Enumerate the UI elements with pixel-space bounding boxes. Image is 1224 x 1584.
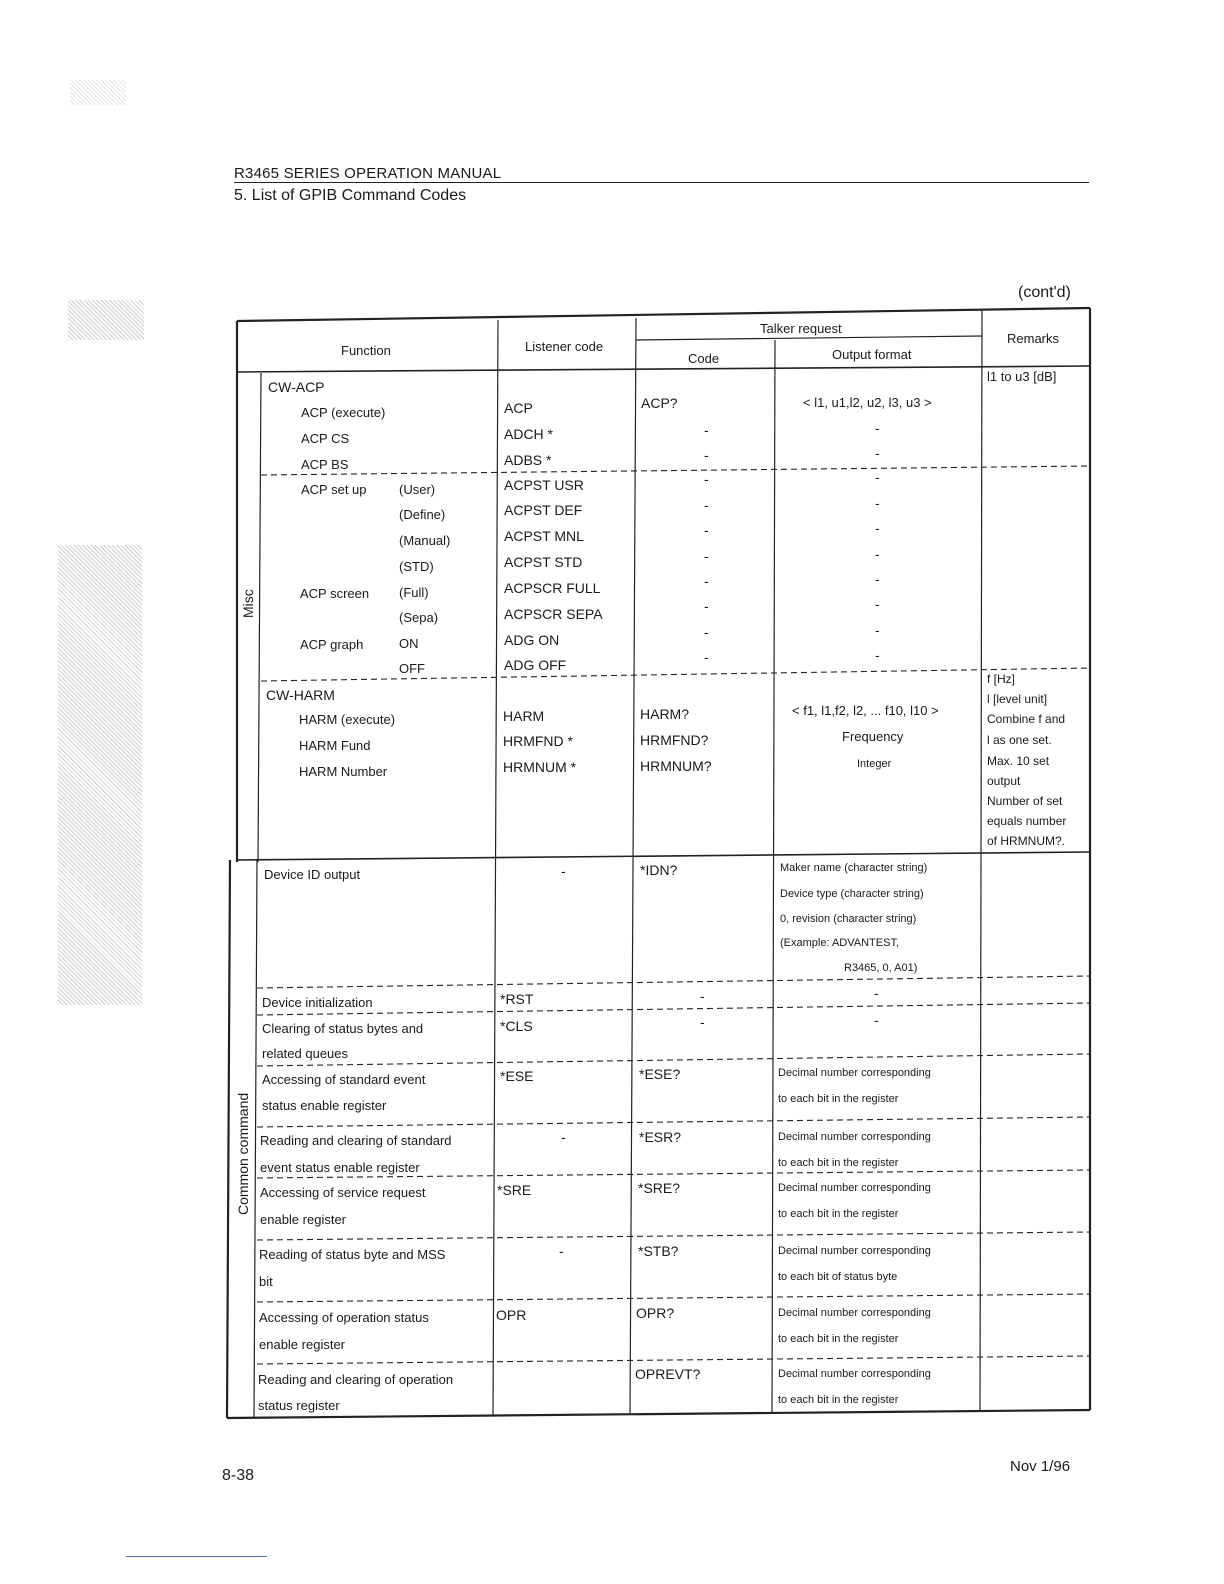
code-cell: HRMNUM?	[640, 758, 712, 774]
output-line: Decimal number corresponding	[778, 1368, 931, 1380]
function-cell: ACP set up	[301, 482, 367, 497]
function-option: OFF	[399, 661, 425, 676]
cw-harm-title: CW-HARM	[266, 687, 335, 703]
listener-cell: ADCH *	[504, 426, 554, 442]
header-code: Code	[688, 351, 720, 366]
header-output-format: Output format	[832, 347, 912, 362]
code-cell: OPR?	[636, 1305, 675, 1321]
listener-cell: -	[561, 863, 566, 879]
function-option: ON	[399, 636, 419, 651]
function-option: (User)	[399, 482, 436, 497]
code-cell: *STB?	[638, 1243, 679, 1259]
function-option: (Manual)	[399, 533, 451, 548]
output-cell: -	[875, 445, 880, 461]
cw-acp-title: CW-ACP	[268, 379, 325, 395]
remarks-line: output	[987, 774, 1021, 788]
header-remarks: Remarks	[1007, 331, 1060, 346]
code-cell: -	[704, 422, 709, 438]
code-cell: -	[704, 497, 709, 513]
function-cell: ACP BS	[301, 457, 349, 472]
output-cell: -	[875, 520, 880, 536]
listener-cell: *CLS	[500, 1018, 533, 1034]
output-cell: < l1, u1,l2, u2, l3, u3 >	[803, 395, 932, 410]
output-cell: -	[875, 420, 880, 436]
function-line: Clearing of status bytes and	[262, 1021, 424, 1036]
function-line: enable register	[260, 1212, 346, 1227]
listener-cell: *RST	[500, 991, 534, 1007]
code-cell: -	[704, 649, 709, 665]
output-line: to each bit in the register	[778, 1093, 899, 1105]
function-line: Reading of status byte and MSS	[259, 1247, 446, 1262]
function-cell: HARM Number	[299, 764, 388, 779]
code-cell: *SRE?	[638, 1180, 681, 1196]
code-cell: -	[700, 1014, 705, 1030]
code-cell: HRMFND?	[640, 732, 709, 748]
code-cell: ACP?	[641, 395, 678, 411]
code-cell: -	[704, 522, 709, 538]
function-line: status register	[258, 1398, 340, 1413]
output-cell: -	[875, 495, 880, 511]
code-cell: *ESR?	[639, 1129, 682, 1145]
function-line: Reading and clearing of standard	[260, 1133, 452, 1148]
remarks-line: equals number	[987, 814, 1067, 828]
header-listener-code: Listener code	[525, 339, 604, 354]
header-talker-request: Talker request	[760, 321, 842, 336]
output-line: to each bit of status byte	[778, 1271, 898, 1283]
section-title: 5. List of GPIB Command Codes	[234, 187, 467, 204]
listener-cell: ADBS *	[504, 452, 552, 468]
function-line: Accessing of service request	[260, 1185, 426, 1200]
output-cell: < f1, l1,f2, l2, ... f10, l10 >	[792, 703, 939, 718]
listener-cell: ACPST MNL	[504, 528, 584, 544]
output-line: Maker name (character string)	[780, 862, 928, 874]
header-function: Function	[341, 343, 391, 358]
function-line: Accessing of operation status	[259, 1310, 429, 1325]
function-line: enable register	[259, 1337, 345, 1352]
listener-cell: ADG ON	[504, 632, 560, 648]
function-cell: HARM (execute)	[299, 712, 396, 727]
manual-title: R3465 SERIES OPERATION MANUAL	[234, 165, 502, 182]
remarks-cell: l1 to u3 [dB]	[987, 369, 1057, 384]
function-option: (Sepa)	[399, 610, 439, 625]
remarks-line: of HRMNUM?.	[987, 834, 1066, 848]
output-line: Decimal number corresponding	[778, 1131, 931, 1143]
listener-cell: ACPST STD	[504, 554, 583, 570]
function-option: (Define)	[399, 507, 446, 522]
output-cell: Frequency	[842, 729, 904, 744]
output-line: to each bit in the register	[778, 1208, 899, 1220]
revision-date: Nov 1/96	[1010, 1458, 1071, 1475]
listener-cell: HRMFND *	[503, 733, 573, 749]
listener-cell: ACPST USR	[504, 477, 584, 493]
function-line: Accessing of standard event	[262, 1072, 426, 1087]
code-cell: HARM?	[640, 706, 690, 722]
code-cell: -	[704, 598, 709, 614]
listener-cell: ACPSCR SEPA	[504, 606, 603, 622]
remarks-line: Max. 10 set	[987, 754, 1050, 768]
remarks-line: l [level unit]	[987, 692, 1048, 706]
listener-cell: ACPST DEF	[504, 502, 583, 518]
output-line: Decimal number corresponding	[778, 1067, 931, 1079]
code-cell: *IDN?	[640, 862, 678, 878]
output-cell: -	[875, 622, 880, 638]
output-line: to each bit in the register	[778, 1333, 899, 1345]
function-line: bit	[259, 1274, 273, 1289]
code-cell: -	[700, 988, 705, 1004]
output-cell: -	[875, 571, 880, 587]
listener-cell: *ESE	[500, 1068, 534, 1084]
function-cell: ACP (execute)	[301, 405, 386, 420]
output-cell: -	[875, 469, 880, 485]
listener-cell: -	[559, 1243, 564, 1259]
function-option: (Full)	[399, 585, 429, 600]
output-line: to each bit in the register	[778, 1157, 899, 1169]
function-cell: ACP graph	[300, 637, 364, 652]
output-line: 0, revision (character string)	[780, 913, 917, 925]
output-line: Decimal number corresponding	[778, 1245, 931, 1257]
group-misc: Misc	[240, 589, 256, 618]
function-cell: Device initialization	[262, 995, 373, 1010]
continued-label: (cont'd)	[1018, 284, 1071, 301]
output-cell: -	[875, 596, 880, 612]
output-line: Decimal number corresponding	[778, 1307, 931, 1319]
output-cell: -	[874, 985, 879, 1001]
footer-rule	[126, 1556, 267, 1557]
code-cell: -	[704, 548, 709, 564]
remarks-line: Number of set	[987, 794, 1063, 808]
function-cell: HARM Fund	[299, 738, 371, 753]
listener-cell: HARM	[503, 708, 545, 724]
output-cell: -	[875, 647, 880, 663]
function-line: related queues	[262, 1046, 349, 1061]
page-number: 8-38	[222, 1467, 255, 1484]
output-line: Decimal number corresponding	[778, 1182, 931, 1194]
remarks-line: Combine f and	[987, 712, 1066, 726]
output-cell: -	[874, 1012, 879, 1028]
function-cell: ACP CS	[301, 431, 350, 446]
output-line: R3465, 0, A01)	[844, 962, 918, 974]
code-cell: -	[704, 447, 709, 463]
function-line: status enable register	[262, 1098, 387, 1113]
function-line: Reading and clearing of operation	[258, 1372, 454, 1387]
listener-cell: HRMNUM *	[503, 759, 577, 775]
function-cell: Device ID output	[264, 867, 361, 882]
function-line: event status enable register	[260, 1160, 420, 1175]
output-line: to each bit in the register	[778, 1394, 899, 1406]
listener-cell: -	[561, 1129, 566, 1145]
output-cell: -	[875, 546, 880, 562]
remarks-line: f [Hz]	[987, 672, 1016, 686]
output-line: (Example: ADVANTEST,	[780, 937, 899, 949]
group-common-command: Common command	[235, 1092, 251, 1215]
output-cell: Integer	[857, 758, 892, 770]
output-line: Device type (character string)	[780, 888, 924, 900]
listener-cell: *SRE	[497, 1182, 532, 1198]
remarks-line: l as one set.	[987, 733, 1052, 747]
listener-cell: ACP	[504, 400, 533, 416]
function-cell: ACP screen	[300, 586, 370, 601]
function-option: (STD)	[399, 559, 434, 574]
listener-cell: ACPSCR FULL	[504, 580, 601, 596]
listener-cell: OPR	[496, 1307, 527, 1323]
code-cell: OPREVT?	[635, 1366, 701, 1382]
code-cell: *ESE?	[639, 1066, 681, 1082]
listener-cell: ADG OFF	[504, 657, 567, 673]
code-cell: -	[704, 471, 709, 487]
code-cell: -	[704, 573, 709, 589]
code-cell: -	[704, 624, 709, 640]
